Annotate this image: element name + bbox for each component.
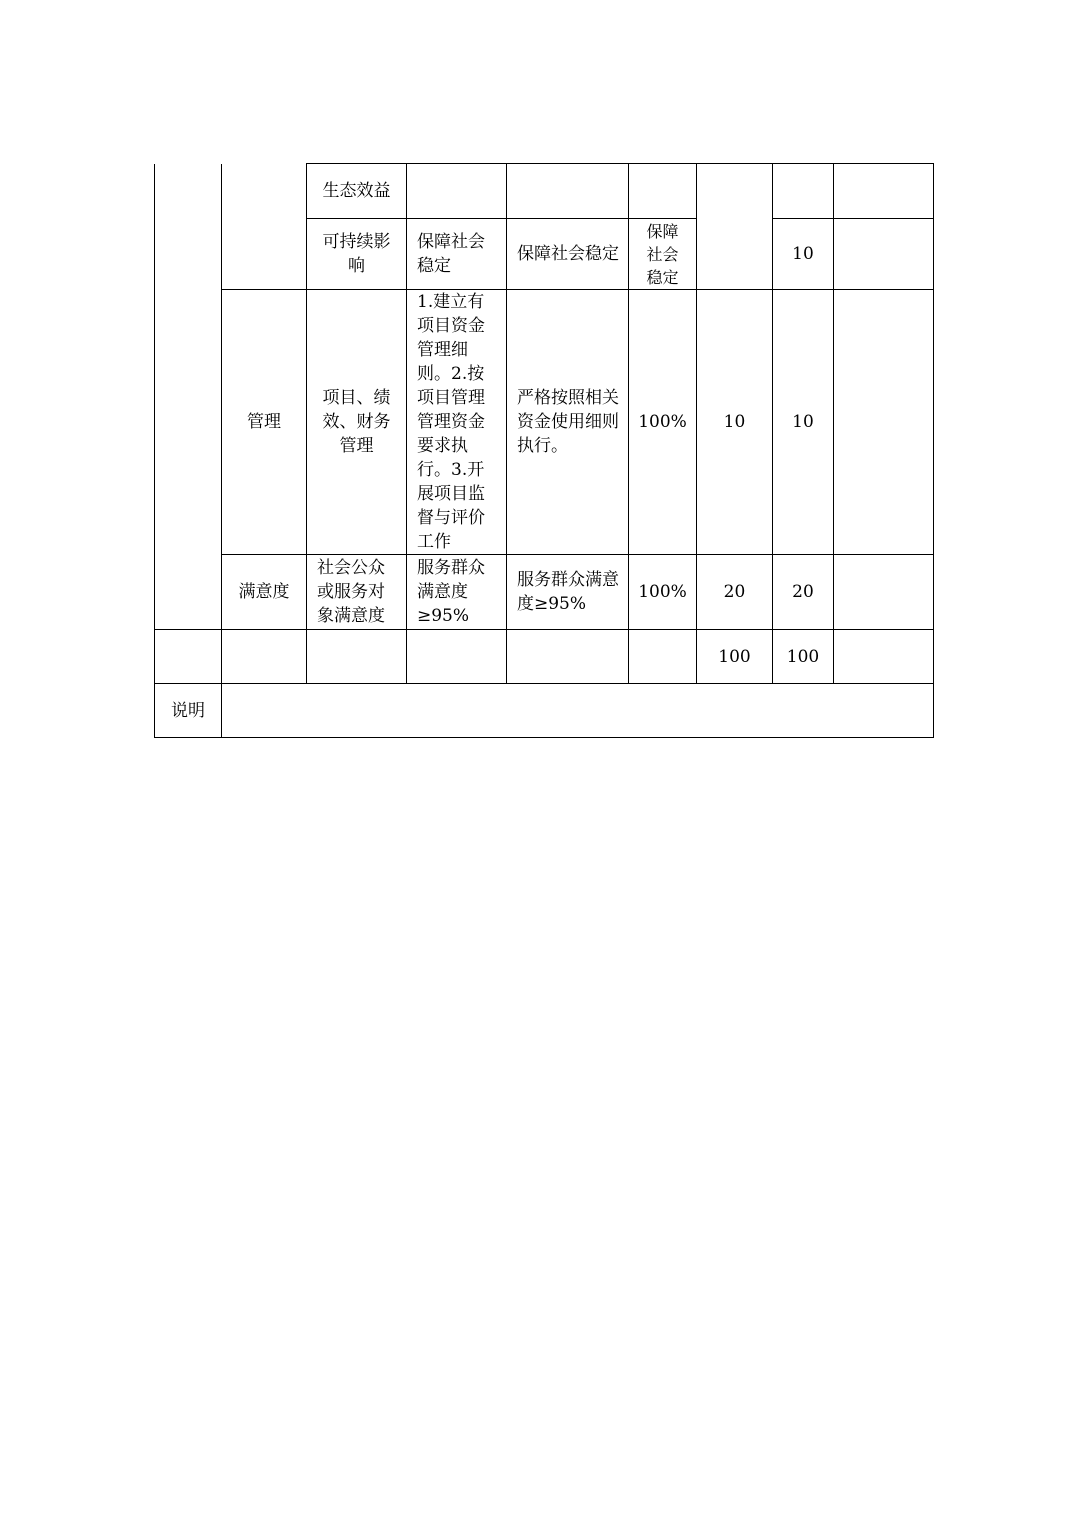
total-weight-cell: 100 — [697, 630, 773, 684]
target-cell: 保障社会稳定 — [507, 219, 629, 290]
total-empty-cell — [629, 630, 697, 684]
actual-text: 保障社会稳定 — [646, 221, 679, 287]
note-value-cell — [222, 684, 934, 738]
score-cell: 10 — [773, 219, 834, 290]
target-cell — [507, 164, 629, 219]
indicator-text: 可持续影响 — [322, 232, 391, 276]
content-cell: 保障社会稳定 — [407, 219, 507, 290]
total-empty-cell — [307, 630, 407, 684]
weight-cell — [697, 164, 773, 219]
performance-evaluation-table — [154, 163, 934, 738]
actual-cell: 100% — [629, 290, 697, 555]
actual-cell — [629, 164, 697, 219]
total-empty-cell — [507, 630, 629, 684]
actual-cell: 100% — [629, 555, 697, 630]
total-label-cell — [155, 630, 222, 684]
target-cell: 服务群众满意度≥95% — [507, 555, 629, 630]
performance-table-page — [154, 163, 934, 738]
remark-cell — [834, 164, 934, 219]
table-row-total — [155, 630, 934, 684]
weight-cell — [697, 219, 773, 290]
table-row-satisfaction — [155, 555, 934, 630]
indicator-text: 项目、绩效、财务管理 — [322, 388, 391, 456]
remark-cell — [834, 290, 934, 555]
score-cell: 20 — [773, 555, 834, 630]
first-level-category-cell — [155, 164, 222, 630]
remark-cell — [834, 219, 934, 290]
indicator-cell — [307, 290, 407, 555]
actual-cell — [629, 219, 697, 290]
content-cell: 1.建立有项目资金管理细则。2.按项目管理管理资金要求执行。3.开展项目监督与评价工作 — [407, 290, 507, 555]
category-cell: 管理 — [222, 290, 307, 555]
weight-cell: 10 — [697, 290, 773, 555]
total-empty-cell — [407, 630, 507, 684]
content-cell: 服务群众满意度≥95% — [407, 555, 507, 630]
indicator-cell — [307, 219, 407, 290]
table-row-management — [155, 290, 934, 555]
remark-cell — [834, 555, 934, 630]
score-cell: 10 — [773, 290, 834, 555]
total-score-cell: 100 — [773, 630, 834, 684]
second-level-category-cell — [222, 164, 307, 290]
category-cell: 满意度 — [222, 555, 307, 630]
content-cell — [407, 164, 507, 219]
indicator-cell: 社会公众或服务对象满意度 — [307, 555, 407, 630]
note-label-cell: 说明 — [155, 684, 222, 738]
total-empty-cell — [222, 630, 307, 684]
table-row-ecological — [155, 164, 934, 219]
score-cell — [773, 164, 834, 219]
indicator-cell: 生态效益 — [307, 164, 407, 219]
total-remark-cell — [834, 630, 934, 684]
table-row-note — [155, 684, 934, 738]
target-cell: 严格按照相关资金使用细则执行。 — [507, 290, 629, 555]
weight-cell: 20 — [697, 555, 773, 630]
